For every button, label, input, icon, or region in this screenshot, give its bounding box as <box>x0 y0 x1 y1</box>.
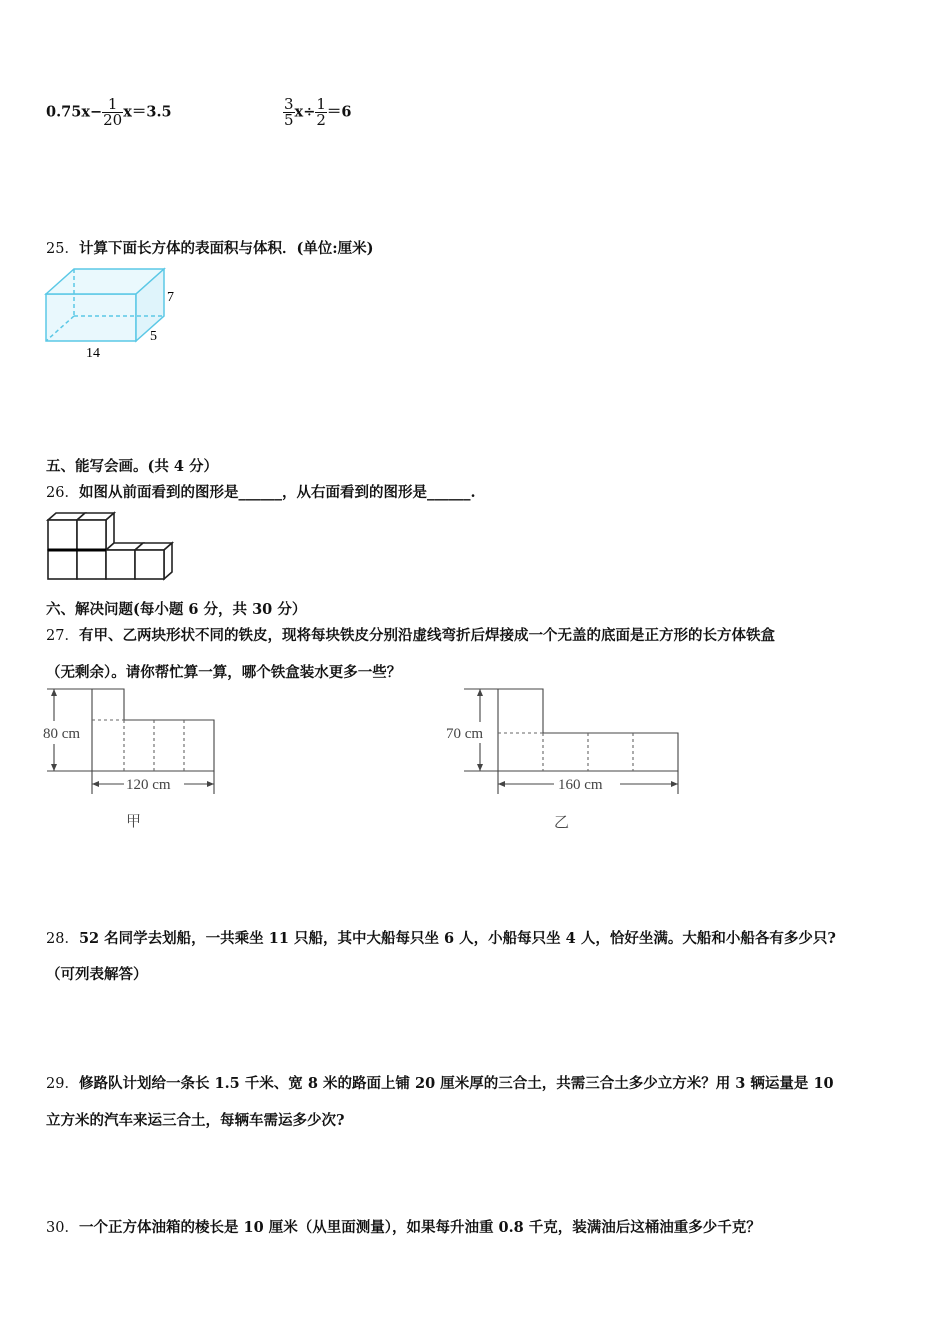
equation-1 <box>46 97 172 128</box>
cube-front-face <box>48 550 77 579</box>
sheet-a-figure <box>40 686 230 831</box>
question-number: 26． <box>46 485 79 501</box>
question-26 <box>46 481 476 502</box>
question-28-line-2: （可列表解答） <box>46 966 148 983</box>
fraction-denominator: 2 <box>316 111 326 129</box>
arrow-head <box>477 764 483 771</box>
question-number: 29． <box>46 1076 79 1092</box>
cube-front-face <box>77 520 106 550</box>
question-text: 有甲、乙两块形状不同的铁皮，现将每块铁皮分别沿虚线弯折后焊接成一个无盖的底面是正方形的长方体铁盒 <box>78 627 775 644</box>
sheet-a-height-label: 80 cm <box>43 726 81 742</box>
fraction-numerator: 3 <box>284 95 294 113</box>
arrow-head <box>498 781 505 787</box>
sheet-a-width-label: 120 cm <box>126 777 171 793</box>
question-number: 28． <box>46 931 79 947</box>
equation-1-prefix: 0.75x− <box>46 103 103 121</box>
cube-front-face <box>106 550 135 579</box>
section-5-title: 五、能写会画。(共 4 分） <box>46 458 219 475</box>
arrow-head <box>51 764 57 771</box>
equation-1-suffix: x＝3.5 <box>123 103 172 121</box>
fraction-denominator: 5 <box>284 111 294 129</box>
equation-2 <box>283 97 351 128</box>
fraction-3-5 <box>283 97 295 128</box>
sheet-b-figure <box>442 686 692 831</box>
equation-2-suffix: ＝6 <box>326 103 352 121</box>
cuboid-front-face <box>46 294 136 341</box>
question-text: 计算下面长方体的表面积与体积．(单位:厘米) <box>78 240 374 257</box>
fraction-numerator: 1 <box>102 97 123 113</box>
question-28-line-1 <box>46 927 836 948</box>
sheet-a-label: 甲 <box>126 814 142 830</box>
question-text: 如图从前面看到的图形是______，从右面看到的图形是______. <box>78 484 476 501</box>
equation-2-mid: x÷ <box>294 103 316 121</box>
question-27-line-1 <box>46 624 775 645</box>
question-29-line-1 <box>46 1072 834 1093</box>
arrow-head <box>51 689 57 696</box>
question-text: 修路队计划给一条长 1.5 千米、宽 8 米的路面上铺 20 厘米厚的三合土，共需三合土多少立方米？用 3 辆运量是 10 <box>78 1075 834 1092</box>
cube-front-face <box>77 550 106 579</box>
fraction-1-2 <box>315 97 327 128</box>
arrow-head <box>477 689 483 696</box>
cuboid-height-label: 7 <box>167 290 174 305</box>
cuboid-length-label: 14 <box>86 346 100 361</box>
question-29-line-2: 立方米的汽车来运三合土，每辆车需运多少次? <box>46 1112 345 1129</box>
question-text: 52 名同学去划船，一共乘坐 11 只船，其中大船每只坐 6 人，小船每只坐 4 人，恰好坐满。大船和小船各有多少只? <box>78 930 836 947</box>
cube-stack-figure <box>44 510 179 585</box>
question-number: 25． <box>46 241 79 257</box>
sheet-b-height-label: 70 cm <box>446 726 484 742</box>
arrow-head <box>92 781 99 787</box>
question-25 <box>46 237 374 258</box>
question-text: 一个正方体油箱的棱长是 10 厘米（从里面测量），如果每升油重 0.8 千克，装满油后这桶油重多少千克？ <box>78 1219 761 1236</box>
arrow-head <box>671 781 678 787</box>
cube-side-face <box>164 543 172 579</box>
question-number: 27． <box>46 628 79 644</box>
cuboid-width-label: 5 <box>150 329 157 344</box>
arrow-head <box>207 781 214 787</box>
fraction-1-20 <box>102 97 123 128</box>
sheet-b-label: 乙 <box>554 815 570 831</box>
cube-front-face <box>48 520 77 550</box>
question-number: 30． <box>46 1220 79 1236</box>
section-6-title: 六、解决问题(每小题 6 分，共 30 分） <box>46 601 307 618</box>
cuboid-figure <box>40 262 190 362</box>
fraction-denominator: 20 <box>103 111 123 129</box>
sheet-a-outline <box>92 689 214 771</box>
fraction-numerator: 1 <box>316 95 326 113</box>
sheet-b-width-label: 160 cm <box>558 777 603 793</box>
cube-front-face <box>135 550 164 579</box>
question-30 <box>46 1216 761 1237</box>
question-27-line-2: （无剩余）。请你帮忙算一算，哪个铁盒装水更多一些？ <box>46 664 402 681</box>
